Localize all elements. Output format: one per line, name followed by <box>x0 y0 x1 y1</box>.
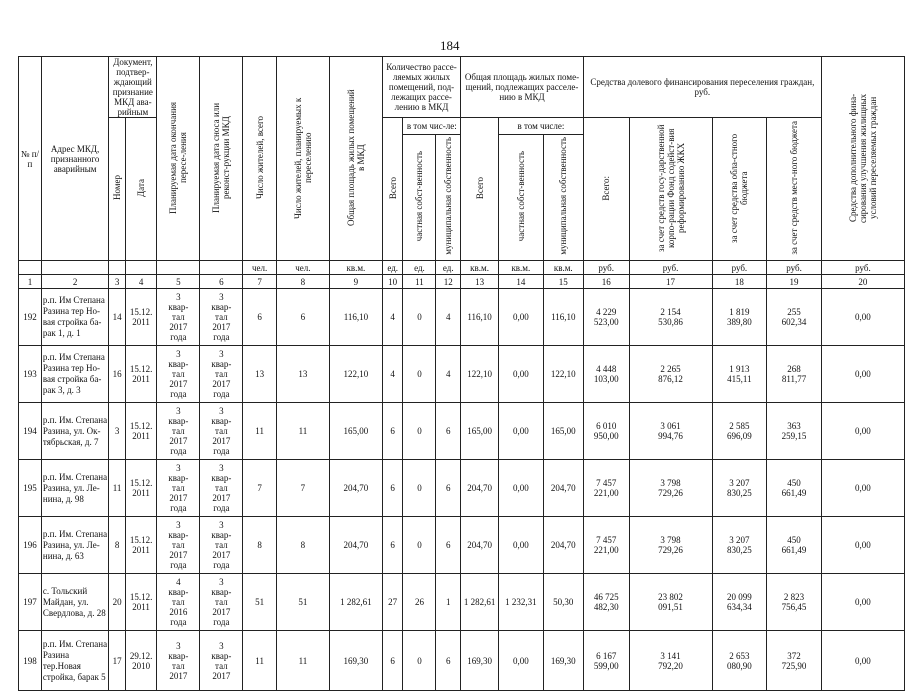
area-municipal-cell: 50,30 <box>543 574 583 631</box>
fund-all-cell: 46 725 482,30 <box>583 574 629 631</box>
premises-all-cell: 4 <box>382 346 403 403</box>
header-area-private: частная собст-венность <box>499 134 544 260</box>
area-all-cell: 116,10 <box>461 289 499 346</box>
fund-all-cell: 4 229 523,00 <box>583 289 629 346</box>
header-municipal: муниципальная собственность <box>436 134 461 260</box>
doc-date-cell: 15.12. 2011 <box>125 403 157 460</box>
header-doc-number: Номер <box>109 118 126 261</box>
premises-municipal-cell: 6 <box>436 517 461 574</box>
residents-planned-cell: 6 <box>276 289 329 346</box>
area-municipal-cell: 116,10 <box>543 289 583 346</box>
address-cell: р.п. Им Степана Разина тер Но-вая стройка ба-рак 1, д. 1 <box>41 289 108 346</box>
premises-private-cell: 0 <box>403 517 436 574</box>
fund-local-cell: 268 811,77 <box>767 346 822 403</box>
premises-municipal-cell: 6 <box>436 403 461 460</box>
col-number: 17 <box>629 275 712 289</box>
additional-cell: 0,00 <box>821 346 904 403</box>
premises-all-cell: 6 <box>382 403 403 460</box>
residents-total-cell: 11 <box>243 631 277 691</box>
header-funding: Средства долевого финансирования переселения граждан, руб. <box>583 57 821 118</box>
area-private-cell: 0,00 <box>499 289 544 346</box>
fund-fund-cell: 3 061 994,76 <box>629 403 712 460</box>
row-number: 192 <box>19 289 42 346</box>
planned-end-cell: 3 квар- тал 2017 года <box>157 346 200 403</box>
additional-cell: 0,00 <box>821 574 904 631</box>
planned-demolition-cell: 3 квар- тал 2017 года <box>200 346 243 403</box>
doc-number-cell: 16 <box>109 346 126 403</box>
area-municipal-cell: 169,30 <box>543 631 583 691</box>
fund-all-cell: 4 448 103,00 <box>583 346 629 403</box>
premises-private-cell: 0 <box>403 460 436 517</box>
unit-cell: руб. <box>767 261 822 275</box>
row-number: 198 <box>19 631 42 691</box>
header-area-municipal: муниципальная собственность <box>543 134 583 260</box>
fund-local-cell: 450 661,49 <box>767 517 822 574</box>
address-cell: р.п. Им. Степана Разина тер.Новая стройка, барак 5 <box>41 631 108 691</box>
header-number: № п/п <box>19 57 42 261</box>
row-number: 196 <box>19 517 42 574</box>
unit-cell: кв.м. <box>329 261 382 275</box>
fund-fund-cell: 23 802 091,51 <box>629 574 712 631</box>
premises-all-cell: 6 <box>382 460 403 517</box>
total-area-cell: 122,10 <box>329 346 382 403</box>
planned-demolition-cell: 3 квар- тал 2017 года <box>200 460 243 517</box>
doc-number-cell: 3 <box>109 403 126 460</box>
planned-demolition-cell: 3 квар- тал 2017 года <box>200 517 243 574</box>
col-number: 19 <box>767 275 822 289</box>
fund-local-cell: 2 823 756,45 <box>767 574 822 631</box>
doc-number-cell: 8 <box>109 517 126 574</box>
doc-date-cell: 15.12. 2011 <box>125 289 157 346</box>
residents-total-cell: 11 <box>243 403 277 460</box>
address-cell: с. Тольский Майдан, ул. Свердлова, д. 28 <box>41 574 108 631</box>
area-all-cell: 122,10 <box>461 346 499 403</box>
unit-cell: чел. <box>276 261 329 275</box>
table-row <box>19 289 905 346</box>
fund-region-cell: 1 819 389,80 <box>712 289 767 346</box>
fund-fund-cell: 2 265 876,12 <box>629 346 712 403</box>
row-number: 195 <box>19 460 42 517</box>
additional-cell: 0,00 <box>821 517 904 574</box>
header-document: Документ, подтвер-ждающий признание МКД ава-рийным <box>109 57 157 118</box>
header-area-all: Всего <box>461 118 499 261</box>
column-numbers-row <box>19 275 905 289</box>
header-private: частная собст-венность <box>403 134 436 260</box>
header-fund-fund: за счет средств госу-дарственной корпо-рации Фонд содейст-вия реформированию ЖКХ <box>629 118 712 261</box>
fund-region-cell: 20 099 634,34 <box>712 574 767 631</box>
address-cell: р.п. Им. Степана Разина, ул. Ле-нина, д. 98 <box>41 460 108 517</box>
address-cell: р.п. Им. Степана Разина, ул. Ле-нина, д. 63 <box>41 517 108 574</box>
area-all-cell: 204,70 <box>461 517 499 574</box>
resettlement-table <box>18 56 905 691</box>
col-number: 12 <box>436 275 461 289</box>
premises-municipal-cell: 4 <box>436 346 461 403</box>
row-number: 197 <box>19 574 42 631</box>
doc-date-cell: 15.12. 2011 <box>125 346 157 403</box>
total-area-cell: 204,70 <box>329 460 382 517</box>
unit-cell: ед. <box>382 261 403 275</box>
residents-total-cell: 6 <box>243 289 277 346</box>
col-number: 18 <box>712 275 767 289</box>
area-municipal-cell: 122,10 <box>543 346 583 403</box>
planned-end-cell: 3 квар- тал 2017 года <box>157 460 200 517</box>
residents-planned-cell: 13 <box>276 346 329 403</box>
doc-number-cell: 20 <box>109 574 126 631</box>
doc-date-cell: 15.12. 2011 <box>125 460 157 517</box>
total-area-cell: 165,00 <box>329 403 382 460</box>
fund-all-cell: 6 167 599,00 <box>583 631 629 691</box>
fund-local-cell: 255 602,34 <box>767 289 822 346</box>
col-number: 6 <box>200 275 243 289</box>
planned-end-cell: 3 квар- тал 2017 года <box>157 289 200 346</box>
doc-number-cell: 11 <box>109 460 126 517</box>
header-residents-planned: Число жителей, планируемых к переселению <box>276 57 329 261</box>
residents-total-cell: 7 <box>243 460 277 517</box>
area-municipal-cell: 204,70 <box>543 460 583 517</box>
doc-date-cell: 15.12. 2011 <box>125 517 157 574</box>
unit-cell: кв.м. <box>461 261 499 275</box>
header-planned-end: Планируемая дата окончания пересе-ления <box>157 57 200 261</box>
fund-region-cell: 1 913 415,11 <box>712 346 767 403</box>
doc-date-cell: 15.12. 2011 <box>125 574 157 631</box>
premises-private-cell: 0 <box>403 346 436 403</box>
planned-demolition-cell: 3 квар- тал 2017 года <box>200 289 243 346</box>
area-all-cell: 169,30 <box>461 631 499 691</box>
doc-number-cell: 17 <box>109 631 126 691</box>
col-number: 10 <box>382 275 403 289</box>
total-area-cell: 204,70 <box>329 517 382 574</box>
table-row <box>19 346 905 403</box>
header-fund-all: Всего: <box>583 118 629 261</box>
area-municipal-cell: 204,70 <box>543 517 583 574</box>
area-private-cell: 0,00 <box>499 346 544 403</box>
col-number: 20 <box>821 275 904 289</box>
residents-planned-cell: 51 <box>276 574 329 631</box>
col-number: 14 <box>499 275 544 289</box>
unit-cell: руб. <box>821 261 904 275</box>
residents-planned-cell: 11 <box>276 403 329 460</box>
address-cell: р.п. Им Степана Разина тер Но-вая стройка ба-рак 3, д. 3 <box>41 346 108 403</box>
col-number: 16 <box>583 275 629 289</box>
row-number: 193 <box>19 346 42 403</box>
header-premises-all: Всего <box>382 118 403 261</box>
area-private-cell: 0,00 <box>499 460 544 517</box>
additional-cell: 0,00 <box>821 403 904 460</box>
planned-demolition-cell: 3 квар- тал 2017 года <box>200 574 243 631</box>
residents-planned-cell: 7 <box>276 460 329 517</box>
fund-all-cell: 6 010 950,00 <box>583 403 629 460</box>
additional-cell: 0,00 <box>821 460 904 517</box>
total-area-cell: 116,10 <box>329 289 382 346</box>
address-cell: р.п. Им. Степана Разина, ул. Ок-тябрьская, д. 7 <box>41 403 108 460</box>
premises-all-cell: 6 <box>382 517 403 574</box>
table-row <box>19 517 905 574</box>
residents-total-cell: 51 <box>243 574 277 631</box>
col-number: 1 <box>19 275 42 289</box>
premises-all-cell: 4 <box>382 289 403 346</box>
residents-planned-cell: 11 <box>276 631 329 691</box>
col-number: 5 <box>157 275 200 289</box>
area-private-cell: 0,00 <box>499 517 544 574</box>
premises-private-cell: 0 <box>403 631 436 691</box>
premises-private-cell: 0 <box>403 289 436 346</box>
residents-total-cell: 8 <box>243 517 277 574</box>
units-row <box>19 261 905 275</box>
area-municipal-cell: 165,00 <box>543 403 583 460</box>
premises-all-cell: 6 <box>382 631 403 691</box>
header-address: Адрес МКД, признанного аварийным <box>41 57 108 261</box>
fund-fund-cell: 3 141 792,20 <box>629 631 712 691</box>
header-doc-date: Дата <box>125 118 157 261</box>
col-number: 11 <box>403 275 436 289</box>
header-additional: Средства дополнительного фина-сирования улучшения жилищных условий переселяемых граждан <box>821 57 904 261</box>
premises-private-cell: 26 <box>403 574 436 631</box>
area-private-cell: 0,00 <box>499 403 544 460</box>
premises-all-cell: 27 <box>382 574 403 631</box>
col-number: 8 <box>276 275 329 289</box>
fund-all-cell: 7 457 221,00 <box>583 460 629 517</box>
unit-cell: ед. <box>403 261 436 275</box>
col-number: 4 <box>125 275 157 289</box>
doc-number-cell: 14 <box>109 289 126 346</box>
col-number: 13 <box>461 275 499 289</box>
unit-cell: кв.м. <box>543 261 583 275</box>
fund-local-cell: 363 259,15 <box>767 403 822 460</box>
header-planned-demolition: Планируемая дата сноса или реконст-рукции МКД <box>200 57 243 261</box>
area-private-cell: 1 232,31 <box>499 574 544 631</box>
header-area-resettled: Общая площадь жилых поме-щений, подлежащих расселе-нию в МКД <box>461 57 584 118</box>
fund-all-cell: 7 457 221,00 <box>583 517 629 574</box>
planned-end-cell: 4 квар- тал 2016 года <box>157 574 200 631</box>
total-area-cell: 1 282,61 <box>329 574 382 631</box>
area-all-cell: 1 282,61 <box>461 574 499 631</box>
fund-fund-cell: 3 798 729,26 <box>629 517 712 574</box>
residents-planned-cell: 8 <box>276 517 329 574</box>
table-row <box>19 460 905 517</box>
total-area-cell: 169,30 <box>329 631 382 691</box>
header-area-of-which: в том числе: <box>499 118 584 135</box>
unit-cell: руб. <box>629 261 712 275</box>
fund-fund-cell: 3 798 729,26 <box>629 460 712 517</box>
premises-municipal-cell: 6 <box>436 460 461 517</box>
planned-end-cell: 3 квар- тал 2017 года <box>157 403 200 460</box>
planned-end-cell: 3 квар- тал 2017 года <box>157 517 200 574</box>
additional-cell: 0,00 <box>821 289 904 346</box>
residents-total-cell: 13 <box>243 346 277 403</box>
unit-cell: руб. <box>583 261 629 275</box>
header-fund-region: за счет средства обла-стного бюджета <box>712 118 767 261</box>
fund-fund-cell: 2 154 530,86 <box>629 289 712 346</box>
area-all-cell: 165,00 <box>461 403 499 460</box>
header-residents-total: Число жителей, всего <box>243 57 277 261</box>
table-row <box>19 403 905 460</box>
premises-private-cell: 0 <box>403 403 436 460</box>
col-number: 15 <box>543 275 583 289</box>
premises-municipal-cell: 1 <box>436 574 461 631</box>
planned-end-cell: 3 квар- тал 2017 <box>157 631 200 691</box>
header-total-area: Общая площадь жилых помещений в МКД <box>329 57 382 261</box>
row-number: 194 <box>19 403 42 460</box>
header-fund-local: за счет средств мест-ного бюджета <box>767 118 822 261</box>
col-number: 7 <box>243 275 277 289</box>
header-of-which: в том чис-ле: <box>403 118 461 135</box>
fund-region-cell: 3 207 830,25 <box>712 460 767 517</box>
fund-region-cell: 2 653 080,90 <box>712 631 767 691</box>
col-number: 3 <box>109 275 126 289</box>
fund-region-cell: 2 585 696,09 <box>712 403 767 460</box>
area-private-cell: 0,00 <box>499 631 544 691</box>
additional-cell: 0,00 <box>821 631 904 691</box>
premises-municipal-cell: 6 <box>436 631 461 691</box>
col-number: 9 <box>329 275 382 289</box>
unit-cell: руб. <box>712 261 767 275</box>
unit-cell: чел. <box>243 261 277 275</box>
fund-local-cell: 372 725,90 <box>767 631 822 691</box>
page-number: 184 <box>440 38 460 53</box>
planned-demolition-cell: 3 квар- тал 2017 года <box>200 403 243 460</box>
unit-cell: кв.м. <box>499 261 544 275</box>
unit-cell: ед. <box>436 261 461 275</box>
area-all-cell: 204,70 <box>461 460 499 517</box>
doc-date-cell: 29.12. 2010 <box>125 631 157 691</box>
col-number: 2 <box>41 275 108 289</box>
premises-municipal-cell: 4 <box>436 289 461 346</box>
planned-demolition-cell: 3 квар- тал 2017 <box>200 631 243 691</box>
fund-local-cell: 450 661,49 <box>767 460 822 517</box>
table-row <box>19 574 905 631</box>
fund-region-cell: 3 207 830,25 <box>712 517 767 574</box>
header-premises-count: Количество рассе-ляемых жилых помещений, под-лежащих рассе-лению в МКД <box>382 57 460 118</box>
